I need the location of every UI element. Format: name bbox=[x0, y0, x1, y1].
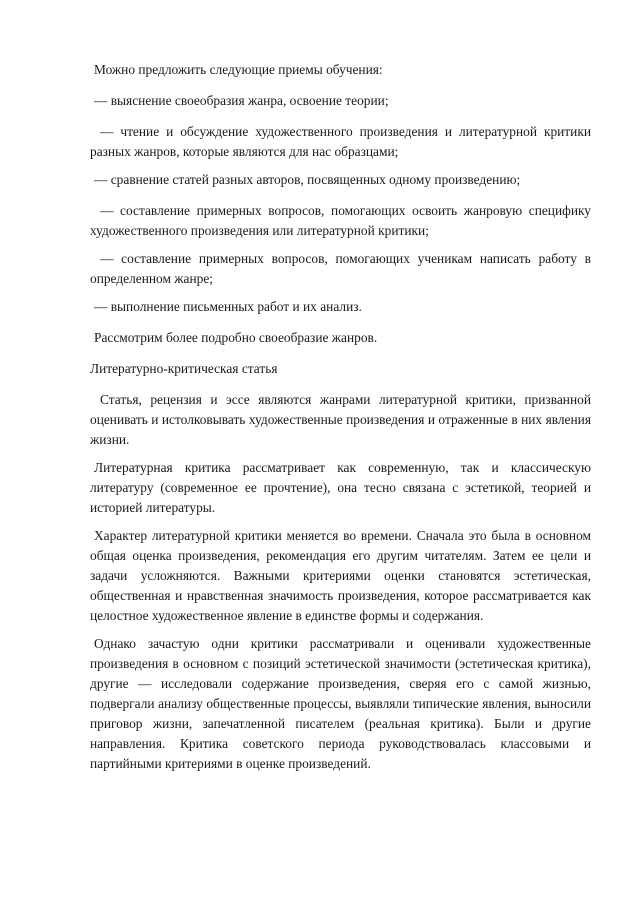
section-heading: Литературно-критическая статья bbox=[90, 361, 278, 376]
list-item-questions-genre: — составление примерных вопросов, помогающих освоить жанровую специфику художественного произведения или литературной критики; bbox=[90, 203, 591, 238]
list-item-theory: — выяснение своеобразия жанра, освоение теории; bbox=[94, 93, 389, 108]
list-item-questions-students: — составление примерных вопросов, помогающих ученикам написать работу в определенном жанре; bbox=[90, 251, 591, 286]
list-item-comparison: — сравнение статей разных авторов, посвященных одному произведению; bbox=[94, 172, 521, 187]
paragraph-directions: Однако зачастую одни критики рассматривали и оценивали художественные произведения в основном с позиций эстетической значимости (эстетическая критика), другие — исследовали содержание произведения, сверяя его с самой жизнью, подвергали анализу общественные процессы, выявляли типические явления, выносили приговор жизни, запечатленной писателем (реальная критика). Были и другие направления. Критика советского периода руководствовалась классовыми и партийными критериями в оценке произведений. bbox=[90, 636, 591, 771]
list-item-written-work: — выполнение письменных работ и их анализ. bbox=[94, 299, 362, 314]
paragraph-genres: Рассмотрим более подробно своеобразие жанров. bbox=[94, 330, 378, 345]
document-page bbox=[90, 60, 591, 774]
paragraph-intro: Можно предложить следующие приемы обучения: bbox=[94, 62, 383, 77]
list-item-reading: — чтение и обсуждение художественного произведения и литературной критики разных жанров, которые являются для нас образцами; bbox=[90, 124, 591, 159]
paragraph-character: Характер литературной критики меняется во времени. Сначала это была в основном общая оценка произведения, рекомендация его другим читателям. Затем ее цели и задачи усложняются. Важными критериями оценки становятся эстетическая, общественная и нравственная значимость произведения, которое рассматривается как целостное художественное явление в единстве формы и содержания. bbox=[90, 528, 591, 623]
paragraph-article: Статья, рецензия и эссе являются жанрами литературной критики, призванной оценивать и истолковывать художественные произведения и отраженные в них явления жизни. bbox=[90, 392, 591, 447]
paragraph-criticism: Литературная критика рассматривает как современную, так и классическую литературу (современное ее прочтение), она тесно связана с эстетикой, теорией и историей литературы. bbox=[90, 460, 591, 515]
